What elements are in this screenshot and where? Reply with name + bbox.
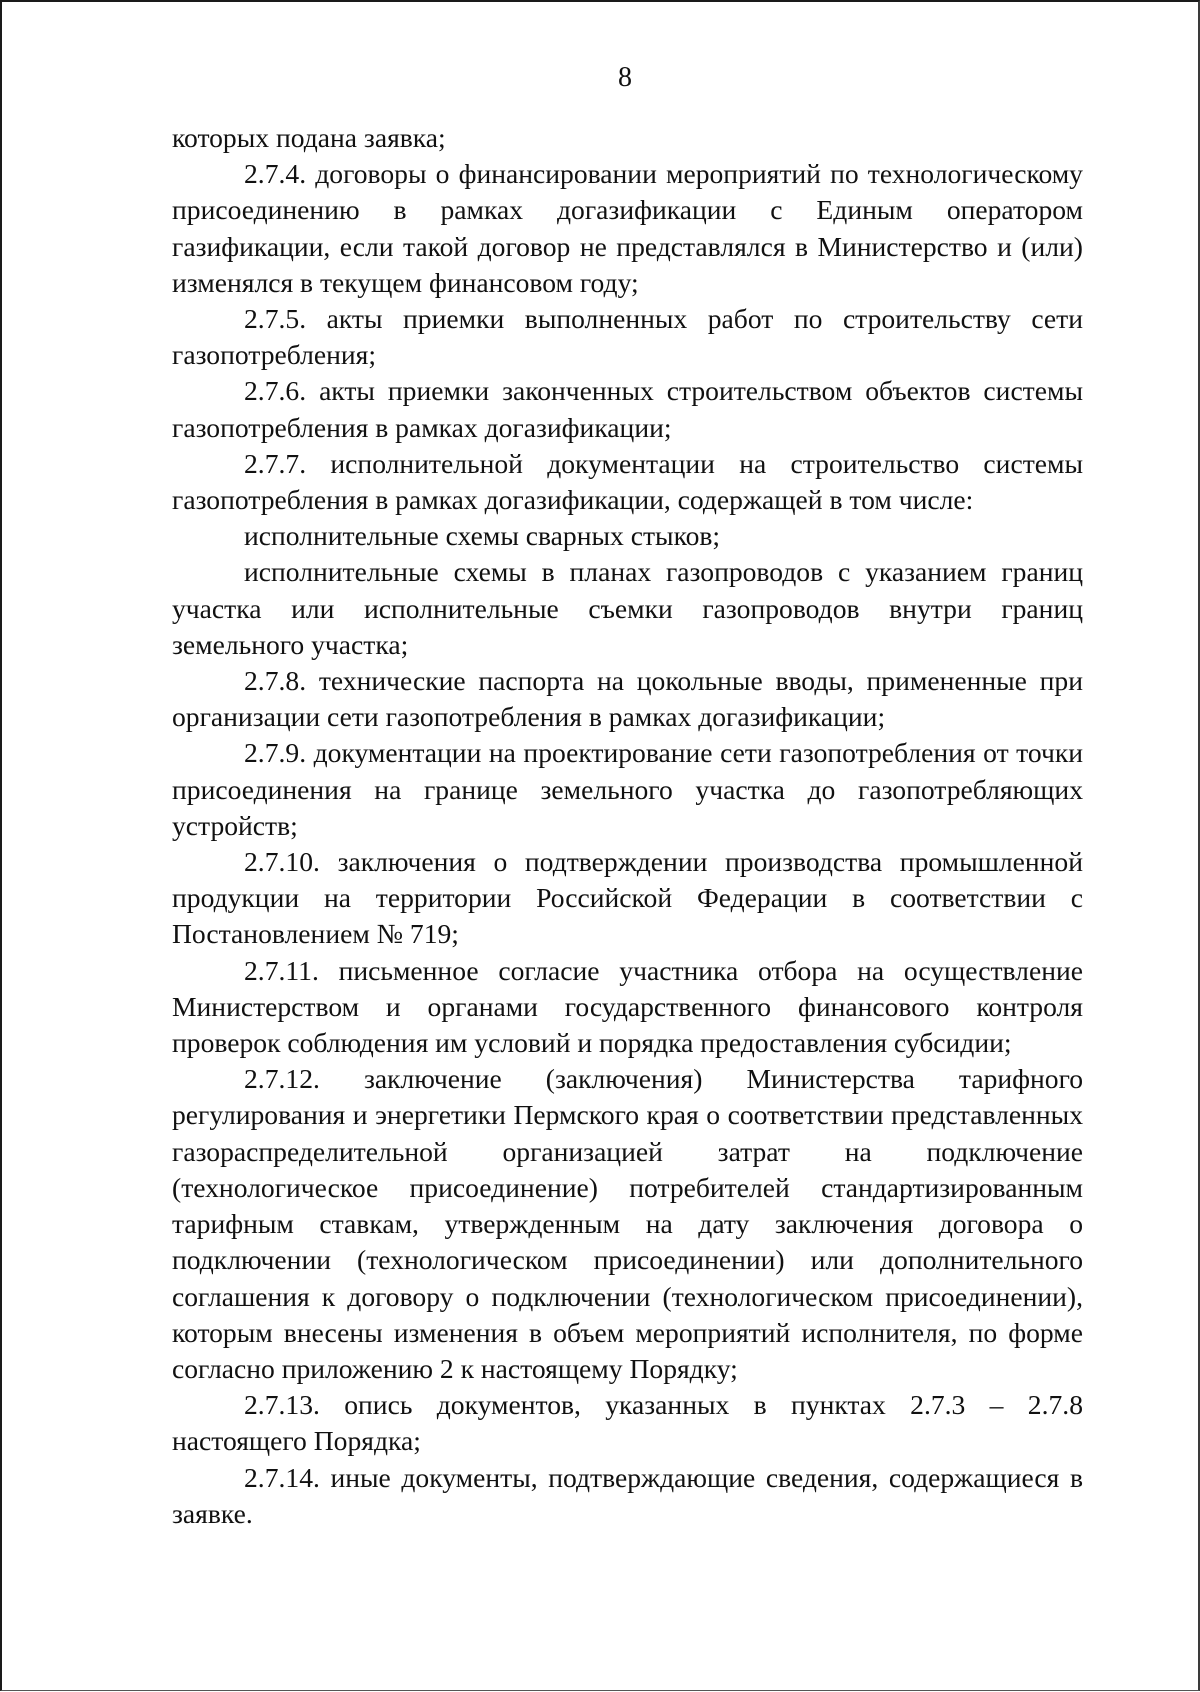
paragraph-2-7-13 <box>172 1387 1083 1459</box>
clause-number: 2.7.7. <box>244 447 307 479</box>
paragraph-text: иные документы, подтверждающие сведения, содержащиеся в заявке. <box>172 1461 1083 1529</box>
clause-number: 2.7.5. <box>244 303 307 335</box>
paragraph-text: документации на проектирование сети газопотребления от точки присоединения на границе земельного участка до газопотребляющих устройств; <box>172 737 1083 841</box>
paragraph-text: акты приемки выполненных работ по строительству сети газопотребления; <box>172 303 1083 371</box>
clause-number: 2.7.14. <box>244 1461 320 1493</box>
paragraph-text: исполнительной документации на строительство системы газопотребления в рамках догазификации, содержащей в том числе: <box>172 447 1084 516</box>
paragraph-text: заключения о подтверждении производства промышленной продукции на территории Российской Федерации в соответствии с Постановлением № 719; <box>172 846 1083 950</box>
paragraph-text: акты приемки законченных строительством объектов системы газопотребления в рамках догазификации; <box>172 375 1083 443</box>
clause-number: 2.7.9. <box>244 737 307 769</box>
paragraph-text: технические паспорта на цокольные вводы, примененные при организации сети газопотребления в рамках догазификации; <box>172 665 1083 733</box>
paragraph-2-7-5 <box>172 301 1083 373</box>
clause-number: 2.7.13. <box>244 1389 320 1421</box>
page-number: 8 <box>618 62 632 93</box>
clause-number: 2.7.12. <box>244 1063 320 1095</box>
paragraph-text: исполнительные схемы сварных стыков; <box>244 520 721 552</box>
document-body <box>172 120 1083 1532</box>
paragraph-text: заключение (заключения) Министерства тарифного регулирования и энергетики Пермского края о соответствии представленных газораспределительной организацией затрат на подключение (технологическое присоединение) потребителей стандартизированным тарифным ставкам, утвержденным на дату заключения договора о подключении (технологическом присоединении) или дополнительного соглашения к договору о подключении (технологическом присоединении), которым внесены изменения в объем мероприятий исполнителя, по форме согласно приложению 2 к настоящему Порядку; <box>172 1063 1083 1384</box>
paragraph-text: договоры о финансировании мероприятий по технологическому присоединению в рамках догазификации с Единым оператором газификации, если такой договор не представлялся в Министерство и (или) изменялся в текущем финансовом году; <box>172 158 1083 298</box>
clause-number: 2.7.6. <box>244 375 307 407</box>
paragraph-2-7-11 <box>172 953 1083 1062</box>
paragraph-2-7-9 <box>172 735 1083 844</box>
paragraph-2-7-14 <box>172 1460 1083 1532</box>
paragraph-2-7-12 <box>172 1061 1083 1387</box>
paragraph-text: опись документов, указанных в пунктах 2.7.3 – 2.7.8 настоящего Порядка; <box>172 1389 1083 1457</box>
clause-number: 2.7.8. <box>244 665 307 697</box>
paragraph-text: которых подана заявка; <box>172 122 446 153</box>
paragraph-2-7-8 <box>172 663 1083 735</box>
paragraph-text: письменное согласие участника отбора на осуществление Министерством и органами государственного финансового контроля проверок соблюдения им условий и порядка предоставления субсидии; <box>172 954 1083 1059</box>
paragraph-list-item <box>172 518 1083 554</box>
paragraph-2-7-7 <box>172 446 1083 518</box>
clause-number: 2.7.10. <box>244 846 320 878</box>
clause-number: 2.7.11. <box>244 954 319 986</box>
paragraph-2-7-4 <box>172 156 1083 301</box>
paragraph-list-item <box>172 554 1083 663</box>
paragraph-2-7-6 <box>172 373 1083 445</box>
paragraph-continuation <box>172 120 1083 156</box>
paragraph-2-7-10 <box>172 844 1083 953</box>
paragraph-text: исполнительные схемы в планах газопроводов с указанием границ участка или исполнительные съемки газопроводов внутри границ земельного участка; <box>172 556 1083 660</box>
clause-number: 2.7.4. <box>244 158 307 190</box>
